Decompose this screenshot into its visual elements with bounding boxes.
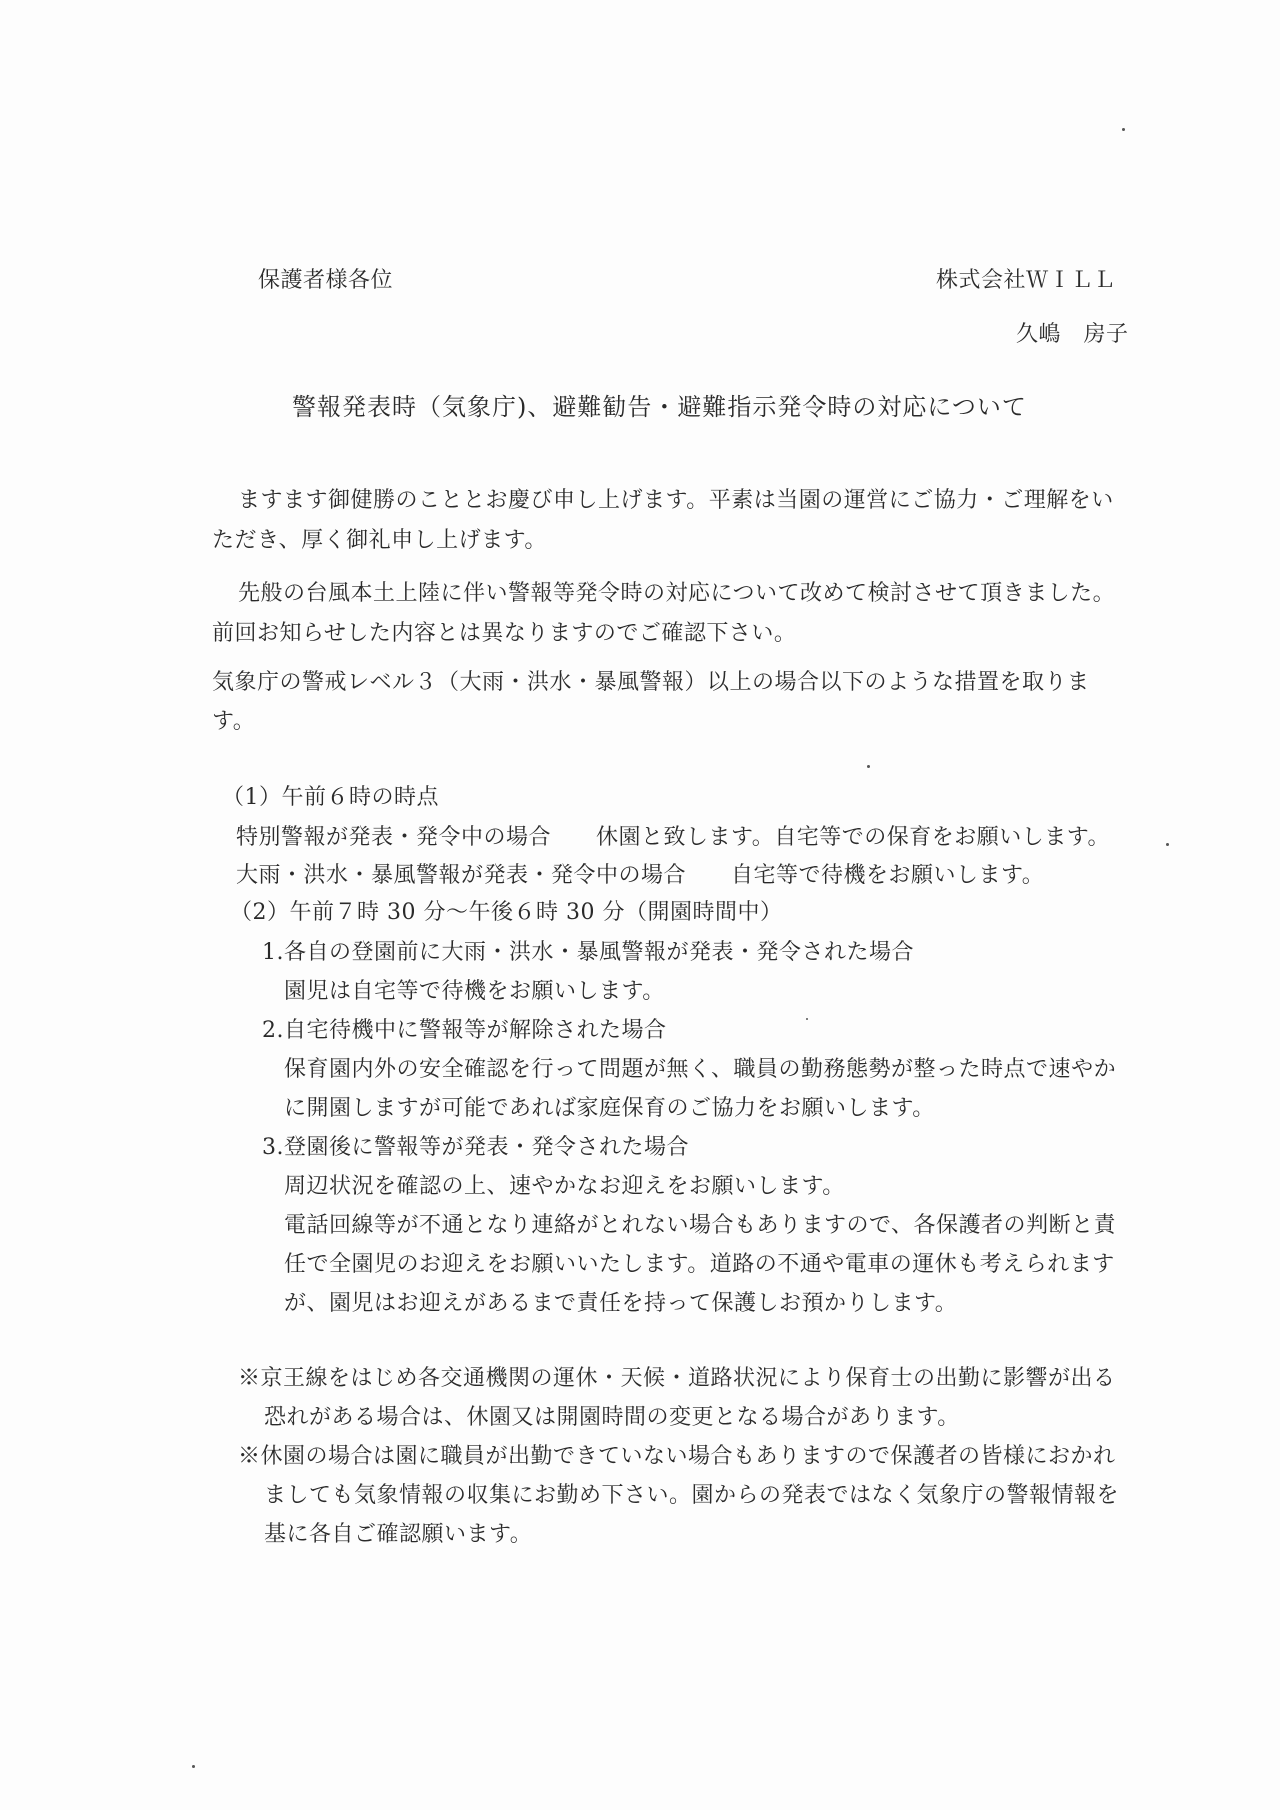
note-2-line-1: ※休園の場合は園に職員が出勤できていない場合もありますので保護者の皆様におかれ: [238, 1444, 1116, 1469]
case-2-body-line-1: 保育園内外の安全確認を行って問題が無く、職員の勤務態勢が整った時点で速やか: [284, 1057, 1117, 1082]
case-3-body-line-4: が、園児はお迎えがあるまで責任を持って保護しお預かりします。: [284, 1291, 958, 1316]
author-name: 久嶋 房子: [1016, 322, 1129, 347]
section-2-heading: （2）午前７時 30 分～午後６時 30 分（開園時間中）: [230, 900, 783, 925]
scan-speck: [867, 765, 870, 768]
document-title: 警報発表時（気象庁)、避難勧告・避難指示発令時の対応について: [292, 393, 1027, 421]
case-3-title: 3.登園後に警報等が発表・発令された場合: [262, 1135, 689, 1160]
scan-speck: [1122, 128, 1125, 131]
note-2-line-2: ましても気象情報の収集にお勤め下さい。園からの発表ではなく気象庁の警報情報を: [264, 1483, 1120, 1508]
intro-paragraph-3-line-2: す。: [212, 709, 256, 734]
case-2-body-line-2: に開園しますが可能であれば家庭保育のご協力をお願いします。: [284, 1096, 935, 1121]
note-2-line-3: 基に各自ご確認願います。: [264, 1522, 533, 1547]
scan-speck: [806, 1018, 808, 1020]
scan-speck: [1166, 843, 1169, 846]
note-1-line-2: 恐れがある場合は、休園又は開園時間の変更となる場合があります。: [264, 1405, 960, 1430]
note-1-line-1: ※京王線をはじめ各交通機関の運休・天候・道路状況により保育士の出勤に影響が出る: [238, 1366, 1116, 1391]
recipient: 保護者様各位: [258, 268, 394, 293]
section-1-heading: （1）午前６時の時点: [222, 785, 439, 810]
intro-paragraph-2-line-1: 先般の台風本土上陸に伴い警報等発令時の対応について改めて検討させて頂きました。: [238, 581, 1116, 606]
scan-speck: [192, 1765, 195, 1768]
case-1-body: 園児は自宅等で待機をお願いします。: [284, 979, 665, 1004]
intro-paragraph-1-line-2: ただき、厚く御礼申し上げます。: [212, 528, 547, 553]
intro-paragraph-1-line-1: ますます御健勝のこととお慶び申し上げます。平素は当園の運営にご協力・ご理解をい: [238, 488, 1114, 513]
section-1-item-2: 大雨・洪水・暴風警報が発表・発令中の場合 自宅等で待機をお願いします。: [236, 863, 1045, 888]
section-1-item-1: 特別警報が発表・発令中の場合 休園と致します。自宅等での保育をお願いします。: [236, 825, 1110, 850]
case-3-body-line-1: 周辺状況を確認の上、速やかなお迎えをお願いします。: [284, 1174, 845, 1199]
company-name: 株式会社ＷＩＬＬ: [936, 268, 1117, 293]
case-3-body-line-3: 任で全園児のお迎えをお願いいたします。道路の不通や電車の運休も考えられます: [284, 1252, 1115, 1277]
case-3-body-line-2: 電話回線等が不通となり連絡がとれない場合もありますので、各保護者の判断と責: [284, 1213, 1117, 1238]
intro-paragraph-3-line-1: 気象庁の警戒レベル３（大雨・洪水・暴風警報）以上の場合以下のような措置を取りま: [212, 670, 1090, 695]
case-2-title: 2.自宅待機中に警報等が解除された場合: [262, 1018, 667, 1043]
case-1-title: 1.各自の登園前に大雨・洪水・暴風警報が発表・発令された場合: [262, 940, 914, 965]
intro-paragraph-2-line-2: 前回お知らせした内容とは異なりますのでご確認下さい。: [212, 621, 797, 646]
